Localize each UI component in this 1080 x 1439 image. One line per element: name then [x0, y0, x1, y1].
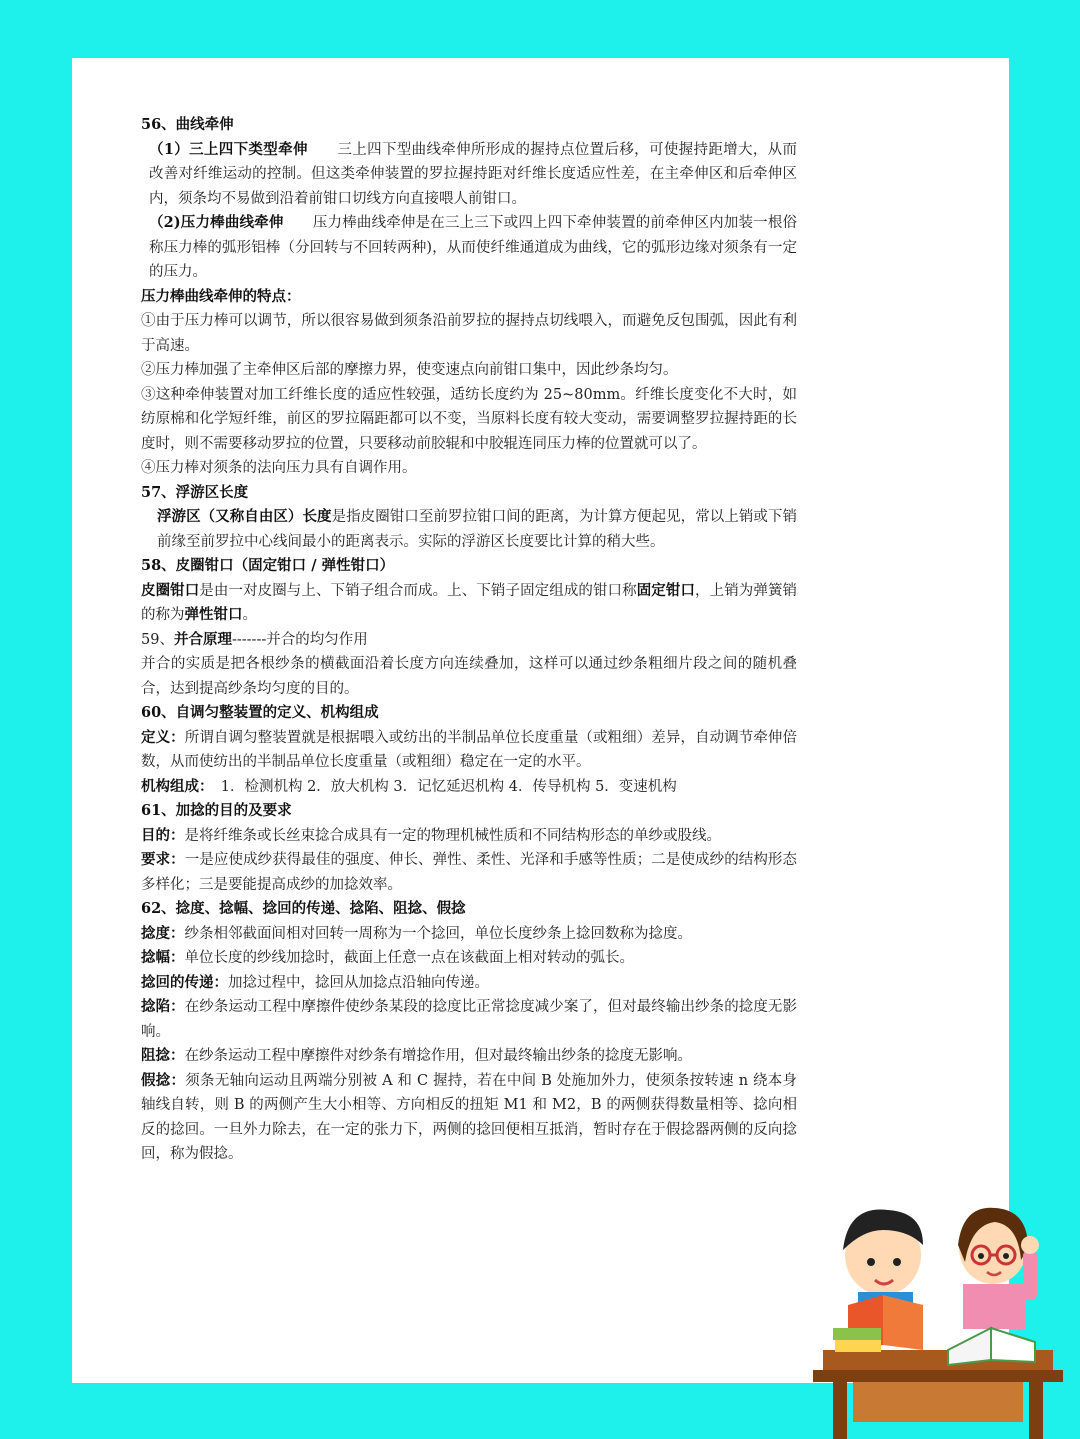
section-61-purpose [141, 824, 797, 849]
section-58-text-1: 是由一对皮圈与上、下销子组合而成。上、下销子固定组成的钳口称 [199, 582, 637, 599]
section-62-amplitude [141, 946, 797, 971]
section-62-false-label: 假捻： [141, 1071, 186, 1089]
section-62-trap [141, 995, 797, 1044]
section-61-requirements [141, 848, 797, 897]
section-62-block-label: 阻捻： [141, 1047, 185, 1064]
section-60-title: 60、自调匀整装置的定义、机构组成 [141, 704, 379, 721]
kids-reading-illustration [813, 1200, 1063, 1439]
section-57-label: 浮游区（又称自由区）长度 [157, 508, 332, 525]
section-60-composition [141, 775, 797, 800]
section-62-amp-label: 捻幅： [141, 949, 185, 966]
section-59-title-bold: 并合原理 [173, 630, 232, 648]
section-62-twist-label: 捻度： [141, 924, 185, 942]
section-60-definition [141, 726, 797, 775]
section-58-elastic-term: 弹性钳口 [184, 606, 243, 623]
section-56-features-title: 压力棒曲线牵伸的特点： [141, 287, 301, 305]
section-62-amp-text: 单位长度的纱线加捻时，截面上任意一点在该截面上相对转动的弧长。 [184, 950, 634, 966]
section-62-block [141, 1044, 797, 1069]
section-60-def-label: 定义： [141, 728, 185, 746]
section-62-false-text: 须条无轴向运动且两端分别被 A 和 C 握持，若在中间 B 处施加外力，使须条按转速 n 绕本身轴线自转，则 B 的两侧产生大小相等、方向相反的扭矩 M1 和 M2，B 的两侧获得数量相等、捻向相反的捻回。一旦外力除去，在一定的张力下，两侧的捻回便相互抵消，暂时存在于假捻器两侧的反向捻回，称为假捻。 [141, 1072, 798, 1162]
section-58-text-3: 。 [242, 607, 257, 623]
section-59-para: 并合的实质是把各根纱条的横截面沿着长度方向连续叠加，这样可以通过纱条粗细片段之间的随机叠合，达到提高纱条均匀度的目的。 [141, 656, 797, 697]
section-62-trap-label: 捻陷： [141, 998, 185, 1015]
section-62-trans-text: 加捻过程中，捻回从加捻点沿轴向传递。 [228, 974, 489, 991]
section-62-false-twist [141, 1069, 797, 1167]
section-62-transfer [141, 971, 797, 996]
section-59-num: 59、 [141, 631, 174, 648]
section-62-title: 62、捻度、捻幅、捻回的传递、捻陷、阻捻、假捻 [141, 900, 466, 917]
section-61-title: 61、加捻的目的及要求 [141, 802, 292, 819]
section-56-p2-label: （2)压力棒曲线牵伸 [149, 214, 284, 231]
section-60-def-text: 所谓自调匀整装置就是根据喂入或纺出的半制品单位长度重量（或粗细）差异，自动调节牵伸倍数，从而使纺出的半制品单位长度重量（或粗细）稳定在一定的水平。 [141, 729, 798, 770]
section-62-block-text: 在纱条运动工程中摩擦件对纱条有增捻作用，但对最终输出纱条的捻度无影响。 [184, 1048, 692, 1064]
section-57-title: 57、浮游区长度 [141, 483, 249, 501]
section-61-purpose-label: 目的： [141, 826, 185, 844]
section-60-comp-text: 1．检测机构 2．放大机构 3．记忆延迟机构 4．传导机构 5．变速机构 [206, 778, 677, 795]
section-60-comp-label: 机构组成： [141, 777, 207, 795]
section-56-title: 56、曲线牵伸 [141, 116, 234, 133]
section-58-fixed-term: 固定钳口 [636, 581, 696, 599]
section-56-para-2 [141, 211, 797, 285]
section-62-twist [141, 922, 797, 947]
section-56-p2-text: 压力棒曲线牵伸是在三上三下或四上四下牵伸装置的前牵伸区内加装一根俗称压力棒的弧形铝棒（分回转与不回转两种)，从而使纤维通道成为曲线，它的弧形边缘对须条有一定的压力。 [149, 215, 797, 280]
section-56-para-1 [141, 138, 797, 212]
section-56-p1-label: （1）三上四下类型牵伸 [149, 140, 308, 158]
section-58-para [141, 579, 797, 628]
section-56-feature-3: ③这种牵伸装置对加工纤维长度的适应性较强，适纺长度约为 25~80mm。纤维长度变化不大时，如纺原棉和化学短纤维，前区的罗拉隔距都可以不变，当原料长度有较大变动，需要调整罗拉握持距的长度时，则不需要移动罗拉的位置，只要移动前胶辊和中胶辊连同压力棒的位置就可以了。 [141, 386, 797, 452]
section-62-trans-label: 捻回的传递： [141, 973, 228, 991]
section-62-trap-text: 在纱条运动工程中摩擦件使纱条某段的捻度比正常捻度减少案了，但对最终输出纱条的捻度无影响。 [141, 999, 798, 1040]
section-58-title: 58、皮圈钳口（固定钳口 / 弹性钳口） [141, 557, 395, 574]
section-56-feature-2: ②压力棒加强了主牵伸区后部的摩擦力界，使变速点向前钳口集中，因此纱条均匀。 [141, 362, 678, 378]
section-56-feature-1: ①由于压力棒可以调节，所以很容易做到须条沿前罗拉的握持点切线喂入，而避免反包围弧，因此有利于高速。 [141, 313, 797, 354]
section-62-twist-text: 纱条相邻截面间相对回转一周称为一个捻回，单位长度纱条上捻回数称为捻度。 [184, 925, 692, 942]
section-57-para [141, 505, 797, 554]
section-61-req-label: 要求： [141, 851, 185, 868]
section-57-text: 是指皮圈钳口至前罗拉钳口间的距离，为计算方便起见，常以上销或下销前缘至前罗拉中心线间最小的距离表示。实际的浮游区长度要比计算的稍大些。 [157, 509, 798, 550]
section-58-text-2: ，上销为弹簧销的称为 [141, 582, 798, 623]
section-58-label: 皮圈钳口 [141, 581, 200, 599]
section-56-p1-text: 三上四下型曲线牵伸所形成的握持点位置后移，可使握持距增大，从而改善对纤维运动的控制。但这类牵伸装置的罗拉握持距对纤维长度适应性差，在主牵伸区和后牵伸区内，须条均不易做到沿着前钳口切线方向直接喂人前钳口。 [149, 141, 797, 207]
section-61-purpose-text: 是将纤维条或长丝束捻合成具有一定的物理机械性质和不同结构形态的单纱或股线。 [184, 827, 721, 844]
document-content [141, 113, 797, 1167]
section-61-req-text: 一是应使成纱获得最佳的强度、伸长、弹性、柔性、光泽和手感等性质；二是使成纱的结构形态多样化；三是要能提高成纱的加捻效率。 [141, 852, 798, 893]
section-56-feature-4: ④压力棒对须条的法向压力具有自调作用。 [141, 460, 417, 476]
section-59-title-rest: -------并合的均匀作用 [231, 631, 368, 648]
section-59-title [141, 628, 797, 653]
